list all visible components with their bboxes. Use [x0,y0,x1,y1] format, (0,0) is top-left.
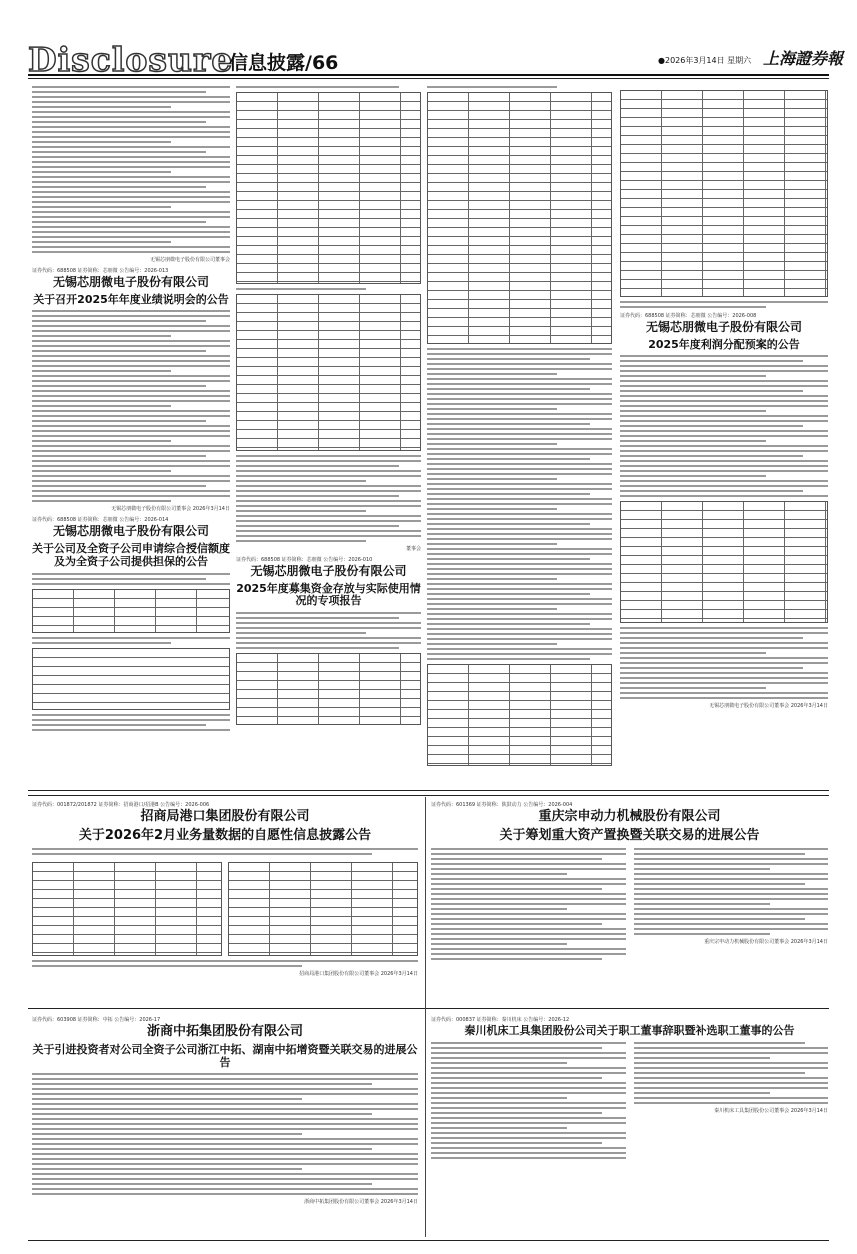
column-3 [427,86,612,786]
notice-company: 无锡芯朋微电子股份有限公司 [645,320,802,334]
guarantee-table-2 [32,648,230,710]
issue-date: ●2026年3月14日 星期六 [658,56,752,65]
notice-signature: 招商局港口集团股份有限公司董事会 2026年3月14日 [299,970,418,977]
guarantee-table [32,589,230,633]
notice-zhongtuo [32,1012,418,1237]
notice-cmport [32,797,418,1005]
column-2 [236,86,421,786]
notice-signature: 无锡芯朋微电子股份有限公司董事会 2026年3月14日 [111,506,230,513]
section-title: 信息披露/66 [229,52,339,74]
section-rule-2 [28,795,829,796]
notice-zongshen [431,797,828,1005]
column-1 [32,86,230,786]
section-rule-3 [28,1008,829,1009]
notice-title: 秦川机床工具集团股份公司关于职工董事辞职暨补选职工董事的公告 [464,1024,795,1037]
signature: 无锡芯朋微电子股份有限公司董事会 [149,257,230,263]
subsidiary-info-table [236,294,421,451]
notice-code: 证券代码：688508 证券简称：芯朋微 公告编号：2026-013 [32,268,169,274]
column-4 [620,86,828,786]
throughput-table-right [228,862,418,956]
notice-code: 证券代码：688508 证券简称：芯朋微 公告编号：2026-014 [32,517,169,524]
notice-signature: 浙商中拓集团股份有限公司董事会 2026年3月14日 [304,1199,418,1206]
fund-detail-table [620,90,828,297]
notice-signature: 无锡芯朋微电子股份有限公司董事会 2026年3月14日 [709,703,828,710]
notice-signature: 重庆宗申动力机械股份有限公司董事会 2026年3月14日 [704,938,828,945]
notice-title: 关于引进投资者对公司全资子公司浙江中拓、湖南中拓增资暨关联交易的进展公告 [32,1042,418,1069]
notice-company: 重庆宗申动力机械股份有限公司 [538,809,721,824]
notice-code: 证券代码：001872/201872 证券简称：招商港口/招港B 公告编号：2026-006 [32,802,210,808]
company-info-table [236,92,421,284]
notice-title: 2025年度募集资金存放与实际使用情况的专项报告 [236,581,421,608]
notice-title: 关于2026年2月业务量数据的自愿性信息披露公告 [78,827,372,843]
notice-company: 无锡芯朋微电子股份有限公司 [250,564,407,578]
section-rule [28,790,829,791]
header-rule-thin [28,78,829,79]
notice-title: 关于筹划重大资产置换暨关联交易的进展公告 [499,827,760,843]
cash-management-table [427,92,612,344]
header-rule [28,74,829,76]
newspaper-brand: 上海證券報 [763,49,844,68]
disclosure-logo: Disclosure [28,40,234,79]
notice-signature: 秦川机床工具集团股份公司董事会 2026年3月14日 [714,1107,828,1114]
footer-rule [28,1240,829,1241]
page-header [0,0,857,78]
notice-company: 招商局港口集团股份有限公司 [140,809,310,824]
notice-title: 2025年度利润分配预案的公告 [648,337,800,351]
notice-code: 证券代码：000837 证券简称：秦川机床 公告编号：2026-12 [431,1017,570,1023]
notice-code: 证券代码：601369 证券简称：陕鼓动力 公告编号：2026-004 [431,802,573,808]
fund-usage-table [236,653,421,725]
notice-company: 无锡芯朋微电子股份有限公司 [52,524,209,539]
notice-qinchuan [431,1012,828,1237]
notice-title: 关于公司及全资子公司申请综合授信额度及为全资子公司提供担保的公告 [32,542,230,568]
attachment-table [427,664,612,766]
notice-company: 无锡芯朋微电子股份有限公司 [52,275,209,289]
notice-company: 浙商中拓集团股份有限公司 [146,1024,303,1039]
column-divider [425,797,426,1237]
notice-code: 证券代码：688508 证券简称：芯朋微 公告编号：2026-008 [620,313,757,319]
notice-title: 关于召开2025年年度业绩说明会的公告 [33,292,229,306]
signature: 董事会 [405,546,421,552]
notice-code: 证券代码：603908 证券简称：中拓 公告编号：2026-17 [32,1017,161,1023]
profit-distribution-table [620,501,828,623]
notice-code: 证券代码：688508 证券简称：芯朋微 公告编号：2026-010 [236,557,373,563]
throughput-table-left [32,862,222,956]
